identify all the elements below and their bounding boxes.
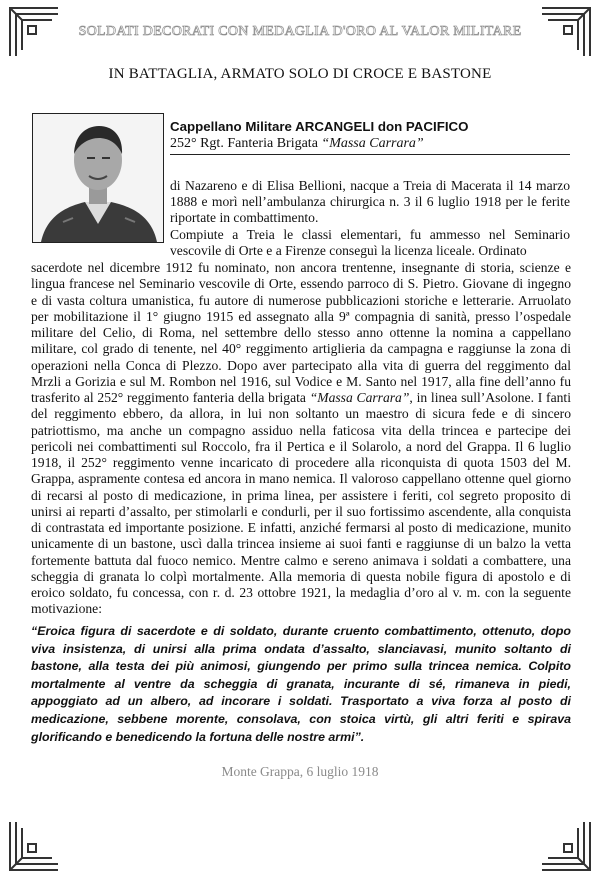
corner-ornament-bottom-right xyxy=(540,820,592,872)
medal-motivation: “Eroica figura di sacerdote e di soldato, durante cruento combattimento, ottenuto, dopo viva insistenza, di unirsi alla prima ondata d’assalto, slanciavasi, munito soltanto di bastone, alla testa dei più animosi, giungendo per primo sulla trincea nemica. Colpito mortalmente al ventre da scheggia di granata, incurante di sé, rimaneva in piedi, appoggiato ad un albero, ad incorare i soldati. Trasportato a viva forza al posto di medicazione, sebbene morente, consolava, con stoica virtù, gli altri feriti e spirava glorificando e benedicendo la fortuna delle nostre armi”. xyxy=(31,624,571,744)
bio-text-part-2: , in linea sull’Asolone. I fanti del reggimento ebbero, da allora, in lui non soltanto un maestro di sicura fede e di sincero patriottismo, ma anche un compagno assiduo nella faticosa vita della trincea e partecipe dei pericoli nei combattimenti sul Roccolo, fra il Pertica e il Solarolo, a nord del Grappa. Il 6 luglio 1918, il 252° reggimento venne incaricato di procedere alla riconquista di quota 1503 del M. Grappa, aspramente contesa ed ancora in mano nemica. Il valoroso cappellano ottenne quel giorno di recarsi al posto di medicazione, in prima linea, per assistere i feriti, col segreto proposito di unirsi ai reparti d’assalto, per stimolarli e condurli, per il suo fortissimo ascendente, alla conquista di contrastata ed importante posizione. E infatti, anziché fermarsi al posto di medicazione, munito unicamente di un bastone, uscì dalla trincea insieme ai suoi fanti e raggiunse di un balzo la vetta fortemente battuta dal fuoco nemico. Mentre calmo e sereno animava i soldati a combattere, una scheggia di granata lo colpì mortalmente. Alla memoria di questa nobile figura di apostolo e di eroico soldato, fu concessa, con r. d. 23 ottobre 1921, la medaglia d’oro al v. m. con la seguente motivazione: xyxy=(31,390,571,617)
page-header-title: SOLDATI DECORATI CON MEDAGLIA D'ORO AL VALOR MILITARE xyxy=(78,24,522,39)
corner-ornament-bottom-left xyxy=(8,820,60,872)
page-subtitle: IN BATTAGLIA, ARMATO SOLO DI CROCE E BASTONE xyxy=(108,66,492,82)
bio-paragraph-birth: di Nazareno e di Elisa Bellioni, nacque a Treia di Macerata il 14 marzo 1888 e morì nell’ambulanza chirurgica n. 3 il 6 luglio 1918 per le ferite riportate in combattimento. xyxy=(170,178,570,226)
bio-brigade-name: “Massa Carrara” xyxy=(309,390,410,405)
place-date: Monte Grappa, 6 luglio 1918 xyxy=(221,764,379,779)
heading-divider xyxy=(170,154,570,155)
biography-body xyxy=(31,260,571,618)
person-name: Cappellano Militare ARCANGELI don PACIFICO xyxy=(170,119,469,134)
corner-ornament-top-right xyxy=(540,6,592,58)
unit-prefix: 252° Rgt. Fanteria Brigata xyxy=(170,136,322,151)
portrait-photo xyxy=(32,113,164,243)
person-unit xyxy=(170,135,570,152)
bio-paragraph-education: Compiute a Treia le classi elementari, fu ammesso nel Seminario vescovile di Orte e a Firenze conseguì la licenza liceale. Ordinato xyxy=(170,226,570,258)
corner-ornament-top-left xyxy=(8,6,60,58)
biography-intro xyxy=(170,178,570,259)
person-heading xyxy=(170,119,570,152)
bio-text-part-1: sacerdote nel dicembre 1912 fu nominato, non ancora trentenne, insegnante di storia, scienze e lingua francese nel Seminario vescovile di Orte, essendo parroco di S. Pietro. Giovane di ingegno e di vasta coltura umanistica, fu autore di numerose pubblicazioni storiche e letterarie. Arruolato per mobilitazione il 1° giugno 1915 ed assegnato alla 9ª compagnia di sanità, presso l’ospedale militare del Celio, di Roma, nel settembre dello stesso anno ottenne la nomina a cappellano militare, col grado di tenente, nel 40° reggimento artiglieria da campagna e raggiunse la zona di operazioni nella Conca di Plezzo. Dopo aver partecipato alla vita di guerra del reggimento dal Mrzli a Gorizia e sul M. Rombon nel 1916, sul Vodice e M. Santo nel 1917, alla fine dell’anno fu trasferito al 252° reggimento fanteria della brigata xyxy=(31,260,571,405)
unit-brigade: “Massa Carrara” xyxy=(321,136,424,151)
